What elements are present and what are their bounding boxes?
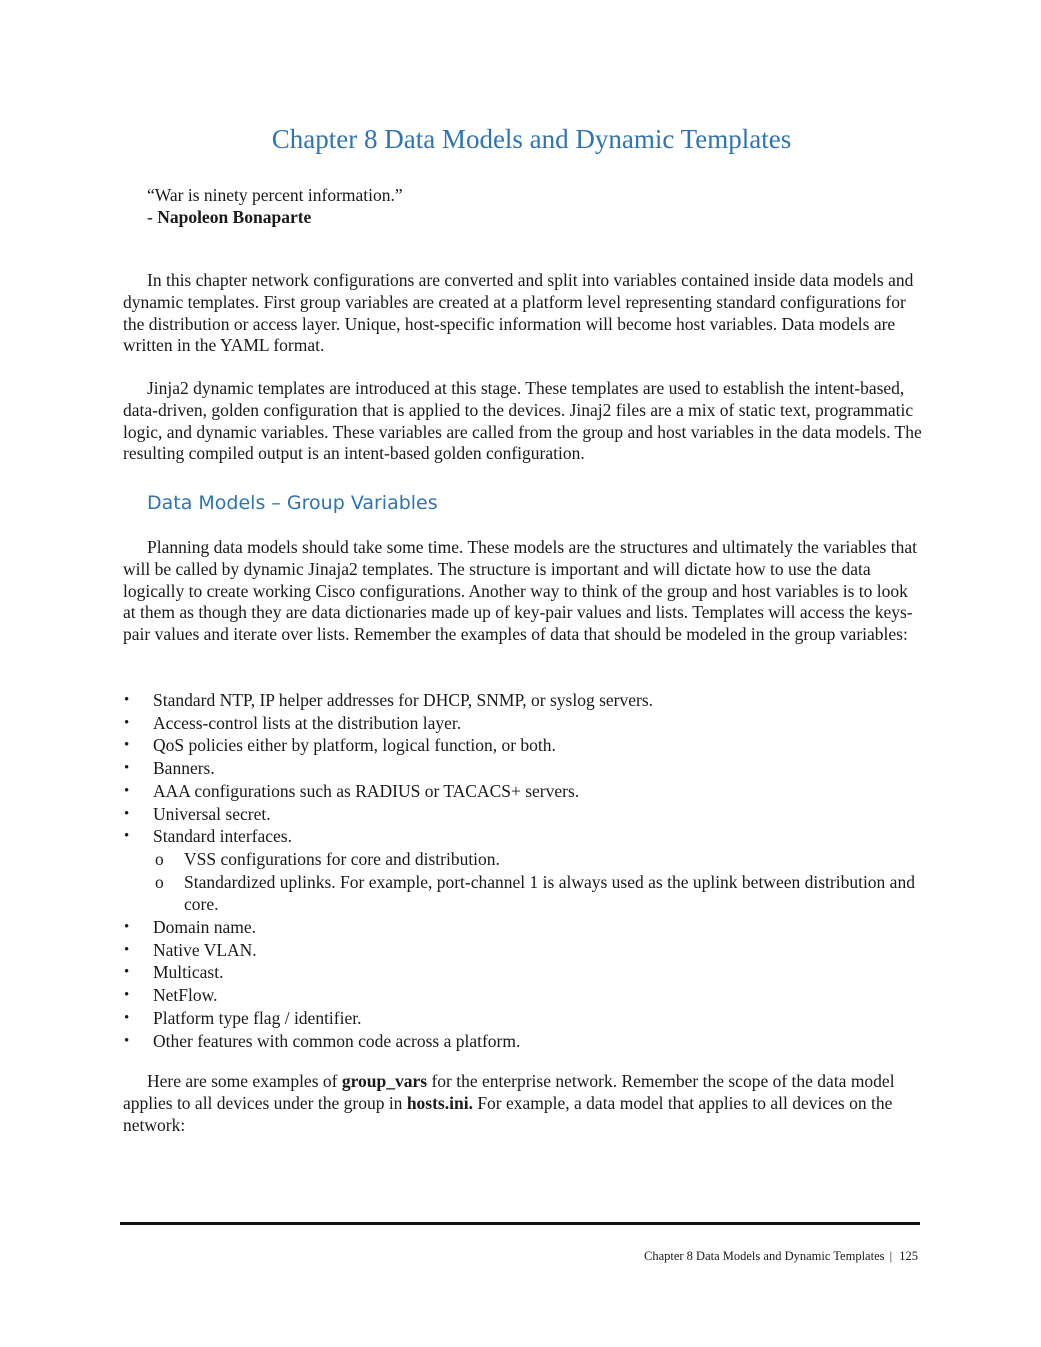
sub-list-item-text: VSS configurations for core and distribution. xyxy=(184,848,500,869)
hosts-ini-term: hosts.ini. xyxy=(406,1092,473,1113)
bullet-icon: • xyxy=(124,828,130,845)
bullet-icon: • xyxy=(124,941,130,958)
page-footer xyxy=(644,1248,918,1264)
list-item xyxy=(123,825,923,916)
list-item xyxy=(123,961,923,984)
standard-interfaces-sublist xyxy=(123,848,923,916)
list-item xyxy=(123,803,923,826)
list-item-text: Banners. xyxy=(153,758,215,779)
closing-text-1: Here are some examples of xyxy=(147,1071,342,1091)
sub-list-item-text: Standardized uplinks. For example, port-channel 1 is always used as the uplink between distribution and core. xyxy=(184,871,915,915)
bullet-icon: • xyxy=(124,692,130,708)
group-vars-list xyxy=(123,689,923,1052)
list-item xyxy=(123,689,923,712)
list-item-text: Standard interfaces. xyxy=(153,826,292,847)
bullet-icon: • xyxy=(124,919,130,936)
quote-dash: - xyxy=(147,207,158,227)
list-item xyxy=(123,757,923,780)
section-paragraph: Planning data models should take some time. These models are the structures and ultimately the variables that will be called by dynamic Jinaja2 templates. The structure is important and will dictate how to use the data logically to create working Cisco configurations. Another way to think of the group and host variables is to look at them as though they are data dictionaries made up of key-pair values and lists. Templates will access the keys-pair values and iterate over lists. Remember the examples of data that should be modeled in the group variables: xyxy=(123,537,917,645)
sub-list-item xyxy=(123,848,923,871)
intro-paragraph-1: In this chapter network configurations are converted and split into variables contained inside data models and dynamic templates. First group variables are created at a platform level representing standard configurations for the distribution or access layer. Unique, host-specific information will become host variables. Data models are written in the YAML format. xyxy=(123,270,914,356)
closing-text-2: for the enterprise network. Remember the scope of the data model applies to all devices under the group in xyxy=(123,1071,895,1113)
list-item xyxy=(123,1007,923,1030)
list-item xyxy=(123,1030,923,1053)
list-item-text: Platform type flag / identifier. xyxy=(153,1007,362,1028)
bullet-icon: • xyxy=(124,760,130,777)
quote-attribution xyxy=(147,206,403,228)
list-item-text: Standard NTP, IP helper addresses for DHCP, SNMP, or syslog servers. xyxy=(153,690,654,710)
bullet-icon: • xyxy=(124,805,130,822)
footer-chapter-title: Chapter 8 Data Models and Dynamic Templates xyxy=(643,1249,885,1263)
footer-divider xyxy=(120,1222,920,1225)
quote-text: “War is ninety percent information.” xyxy=(147,185,403,205)
closing-paragraph xyxy=(123,1071,923,1136)
section-heading: Data Models – Group Variables xyxy=(147,492,438,514)
list-item-text: AAA configurations such as RADIUS or TACACS+ servers. xyxy=(153,780,580,801)
list-item-text: QoS policies either by platform, logical function, or both. xyxy=(153,735,556,756)
list-item xyxy=(123,916,923,939)
sub-list-item xyxy=(123,871,923,916)
bullet-icon: • xyxy=(124,782,130,799)
list-item xyxy=(123,734,923,757)
epigraph xyxy=(147,184,403,228)
list-item-text: Access-control lists at the distribution layer. xyxy=(153,712,462,733)
bullet-icon: • xyxy=(124,987,130,1004)
list-item xyxy=(123,780,923,803)
group-vars-term: group_vars xyxy=(341,1071,428,1091)
closing-text-3: For example, a data model that applies to all devices on the network: xyxy=(123,1092,893,1135)
list-item-text: Universal secret. xyxy=(153,803,271,824)
page-number: 125 xyxy=(899,1249,918,1263)
intro-paragraph-2: Jinja2 dynamic templates are introduced at this stage. These templates are used to establish the intent-based, data-driven, golden configuration that is applied to the devices. Jinaj2 files are a mix of static text, programmatic logic, and dynamic variables. These variables are called from the group and host variables in the data models. The resulting compiled output is an intent-based golden configuration. xyxy=(123,378,922,464)
list-item-text: Domain name. xyxy=(153,917,257,938)
bullet-icon: • xyxy=(124,714,130,731)
bullet-icon: • xyxy=(124,737,130,754)
chapter-title: Chapter 8 Data Models and Dynamic Templates xyxy=(271,124,792,154)
list-item-text: Native VLAN. xyxy=(153,939,257,960)
list-item xyxy=(123,984,923,1007)
bullet-icon: • xyxy=(124,1009,130,1026)
sub-bullet-icon: o xyxy=(155,848,164,869)
list-item-text: Other features with common code across a platform. xyxy=(153,1030,521,1051)
list-item-text: NetFlow. xyxy=(153,985,218,1006)
list-item-text: Multicast. xyxy=(153,962,224,983)
bullet-icon: • xyxy=(124,964,130,981)
quote-author: Napoleon Bonaparte xyxy=(157,207,312,227)
bullet-icon: • xyxy=(124,1032,130,1049)
sub-bullet-icon: o xyxy=(155,871,164,892)
footer-separator: | xyxy=(889,1249,893,1263)
list-item xyxy=(123,939,923,962)
list-item xyxy=(123,712,923,735)
